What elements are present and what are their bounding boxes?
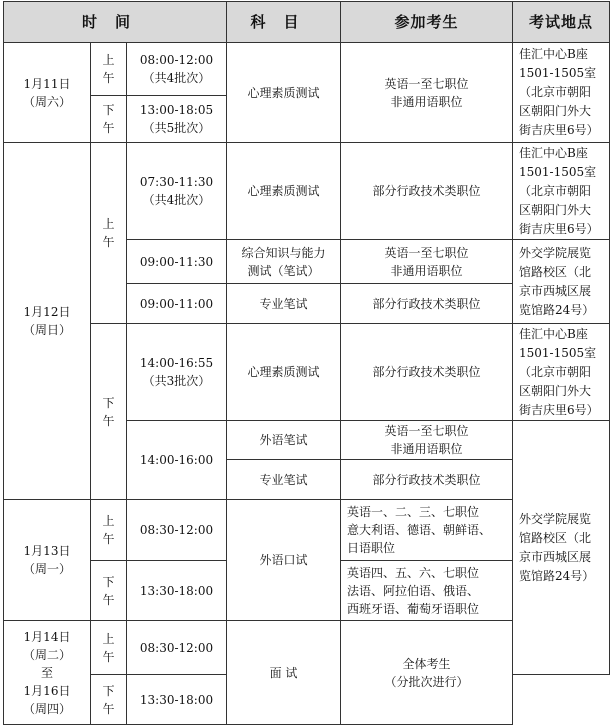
candidates-cell: 部分行政技术类职位: [341, 284, 513, 324]
candidates-cell: 全体考生 （分批次进行）: [341, 621, 513, 725]
time-slot: 14:00-16:55 （共3批次）: [127, 324, 227, 421]
time-slot: 13:30-18:00: [127, 561, 227, 621]
date-jan-11: 1月11日 （周六）: [4, 43, 91, 143]
subject-cell: 面 试: [227, 621, 341, 725]
time-slot: 07:30-11:30 （共4批次）: [127, 143, 227, 240]
exam-schedule-table: [3, 1, 610, 725]
subject-cell: 心理素质测试: [227, 43, 341, 143]
candidates-cell: 英语一至七职位 非通用语职位: [341, 43, 513, 143]
table-row: [4, 324, 610, 421]
time-slot: 08:30-12:00: [127, 500, 227, 561]
location-cell: 佳汇中心B座 1501-1505室 （北京市朝阳 区朝阳门外大 街吉庆里6号）: [513, 143, 610, 240]
table-row: [4, 43, 610, 96]
period-afternoon: 下 午: [91, 96, 127, 143]
candidates-cell: 英语一至七职位 非通用语职位: [341, 240, 513, 284]
subject-cell: 综合知识与能力 测试（笔试）: [227, 240, 341, 284]
date-jan-13: 1月13日 （周一）: [4, 500, 91, 621]
period-afternoon: 下 午: [91, 675, 127, 725]
header-subject: 科目: [227, 2, 341, 43]
location-cell: 佳汇中心B座 1501-1505室 （北京市朝阳 区朝阳门外大 街吉庆里6号）: [513, 324, 610, 421]
location-cell: 外交学院展览 馆路校区（北 京市西城区展 览馆路24号）: [513, 421, 610, 675]
time-slot: 13:30-18:00: [127, 675, 227, 725]
candidates-cell: 部分行政技术类职位: [341, 143, 513, 240]
subject-cell: 外语笔试: [227, 421, 341, 460]
time-slot: 09:00-11:30: [127, 240, 227, 284]
candidates-cell: 英语一至七职位 非通用语职位: [341, 421, 513, 460]
time-slot: 14:00-16:00: [127, 421, 227, 500]
location-cell: 外交学院展览 馆路校区（北 京市西城区展 览馆路24号）: [513, 240, 610, 324]
subject-cell: 心理素质测试: [227, 324, 341, 421]
period-afternoon: 下 午: [91, 324, 127, 500]
candidates-cell: 部分行政技术类职位: [341, 324, 513, 421]
date-jan-14-16: 1月14日 （周二） 至 1月16日 （周四）: [4, 621, 91, 725]
location-cell: 佳汇中心B座 1501-1505室 （北京市朝阳 区朝阳门外大 街吉庆里6号）: [513, 43, 610, 143]
period-morning: 上 午: [91, 43, 127, 96]
time-slot: 13:00-18:05 （共5批次）: [127, 96, 227, 143]
candidates-cell: 英语四、五、六、七职位 法语、阿拉伯语、俄语、 西班牙语、葡萄牙语职位: [341, 561, 513, 621]
subject-cell: 心理素质测试: [227, 143, 341, 240]
table-row: [4, 143, 610, 240]
period-afternoon: 下 午: [91, 561, 127, 621]
subject-cell: 专业笔试: [227, 460, 341, 500]
header-time: 时间: [4, 2, 227, 43]
candidates-cell: 英语一、二、三、七职位 意大利语、德语、朝鲜语、 日语职位: [341, 500, 513, 561]
date-jan-12: 1月12日 （周日）: [4, 143, 91, 500]
time-slot: 08:30-12:00: [127, 621, 227, 675]
period-morning: 上 午: [91, 621, 127, 675]
period-morning: 上 午: [91, 143, 127, 324]
time-slot: 09:00-11:00: [127, 284, 227, 324]
period-morning: 上 午: [91, 500, 127, 561]
header-candidates: 参加考生: [341, 2, 513, 43]
candidates-cell: 部分行政技术类职位: [341, 460, 513, 500]
subject-cell: 专业笔试: [227, 284, 341, 324]
header-row: [4, 2, 610, 43]
subject-cell: 外语口试: [227, 500, 341, 621]
time-slot: 08:00-12:00 （共4批次）: [127, 43, 227, 96]
header-location: 考试地点: [513, 2, 610, 43]
